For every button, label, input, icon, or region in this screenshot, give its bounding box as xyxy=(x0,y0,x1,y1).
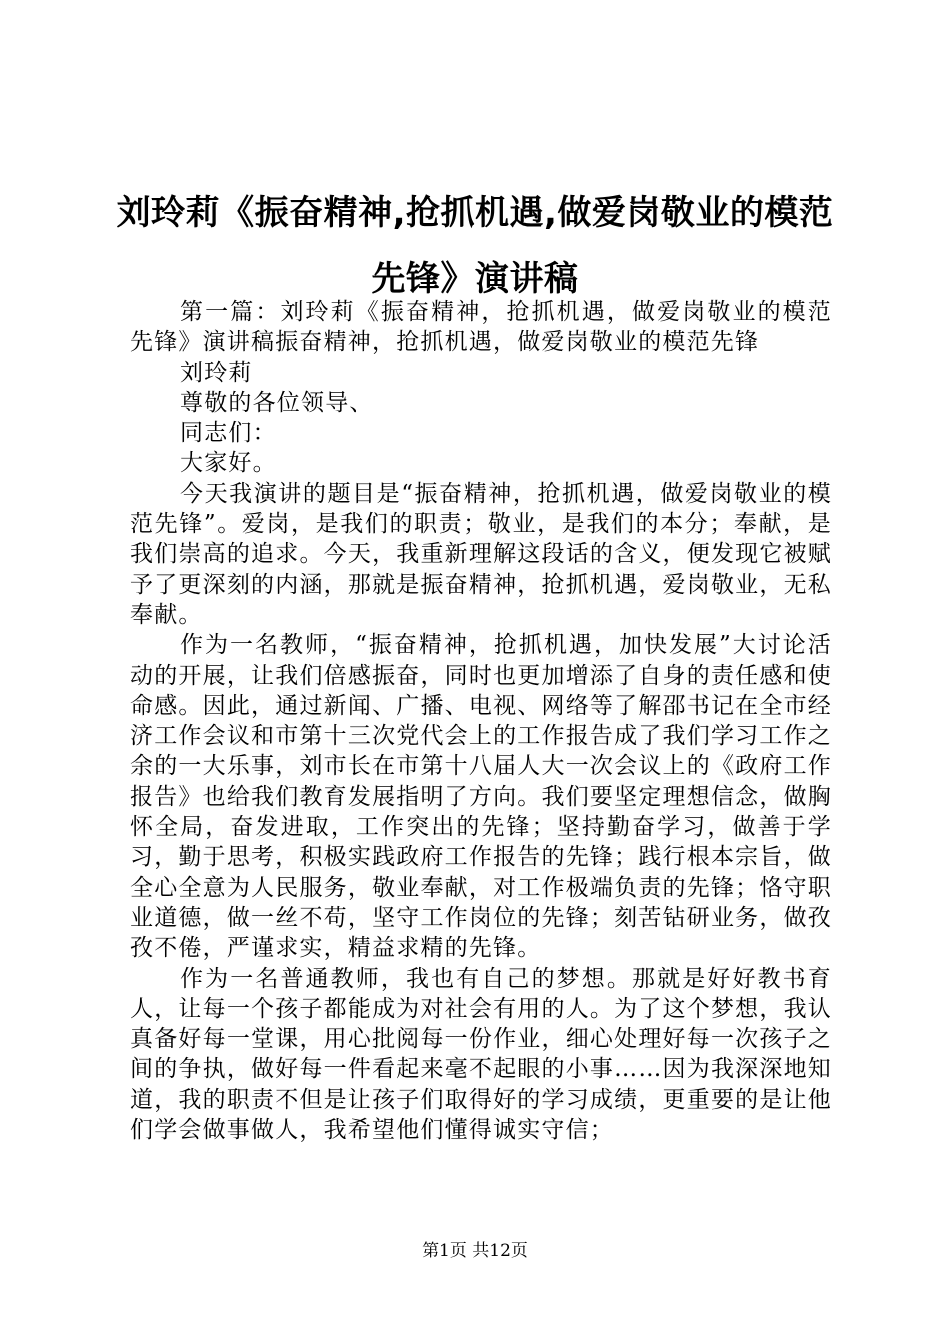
document-title: 刘玲莉《振奋精神,抢抓机遇,做爱岗敬业的模范先锋》演讲稿 xyxy=(116,193,834,299)
salutation-leaders: 尊敬的各位领导、 xyxy=(180,389,374,416)
document-body xyxy=(130,297,832,1145)
paragraph-intro: 第一篇：刘玲莉《振奋精神，抢抓机遇，做爱岗敬业的模范先锋》演讲稿振奋精神，抢抓机遇，做爱岗敬业的模范先锋 xyxy=(130,299,832,356)
author-name: 刘玲莉 xyxy=(180,359,253,386)
paragraph-topic: 今天我演讲的题目是“振奋精神，抢抓机遇，做爱岗敬业的模范先锋”。爱岗，是我们的职责；敬业，是我们的本分；奉献，是我们崇高的追求。今天，我重新理解这段话的含义，便发现它被赋予了更深刻的内涵，那就是振奋精神，抢抓机遇，爱岗敬业，无私奉献。 xyxy=(130,480,832,628)
salutation-comrades: 同志们： xyxy=(180,420,277,447)
paragraph-teacher-role: 作为一名教师，“振奋精神，抢抓机遇，加快发展”大讨论活动的开展，让我们倍感振奋，同时也更加增添了自身的责任感和使命感。因此，通过新闻、广播、电视、网络等了解邵书记在全市经济工作会议和市第十三次党代会上的工作报告成了我们学习工作之余的一大乐事，刘市长在市第十八届人大一次会议上的《政府工作报告》也给我们教育发展指明了方向。我们要坚定理想信念，做胸怀全局，奋发进取，工作突出的先锋；坚持勤奋学习，做善于学习，勤于思考，积极实践政府工作报告的先锋；践行根本宗旨，做全心全意为人民服务，敬业奉献，对工作极端负责的先锋；恪守职业道德，做一丝不苟，坚守工作岗位的先锋；刻苦钻研业务，做孜孜不倦，严谨求实，精益求精的先锋。 xyxy=(130,632,832,962)
greeting: 大家好。 xyxy=(180,450,277,477)
page-number-footer: 第1页 共12页 xyxy=(422,1241,528,1261)
paragraph-dream: 作为一名普通教师，我也有自己的梦想。那就是好好教书育人，让每一个孩子都能成为对社会有用的人。为了这个梦想，我认真备好每一堂课，用心批阅每一份作业，细心处理好每一次孩子之间的争执，做好每一件看起来毫不起眼的小事……因为我深深地知道，我的职责不但是让孩子们取得好的学习成绩，更重要的是让他们学会做事做人，我希望他们懂得诚实守信； xyxy=(130,965,832,1144)
